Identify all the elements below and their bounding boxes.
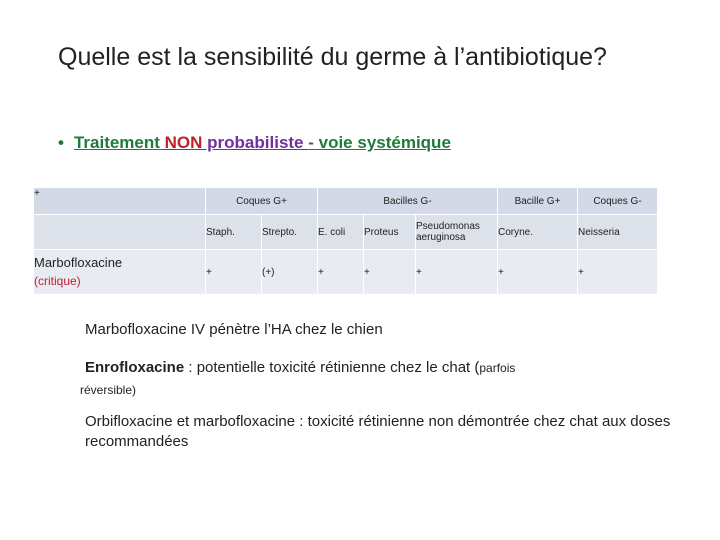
table-header-row xyxy=(34,188,658,215)
note-2-small-a: parfois xyxy=(479,361,516,375)
value-cell: (+) xyxy=(262,250,318,295)
group-header: Coques G- xyxy=(578,188,658,215)
note-2-continuation: réversible) xyxy=(80,383,137,397)
sensitivity-table xyxy=(33,187,658,295)
table-subheader-row xyxy=(34,215,658,250)
subheader-cell: Proteus xyxy=(364,215,416,250)
value-cell: + xyxy=(318,250,364,295)
note-2-bold: Enrofloxacine xyxy=(85,359,185,376)
bullet-line xyxy=(58,133,451,153)
group-header: Bacille G+ xyxy=(498,188,578,215)
bullet-text-1: Traitement xyxy=(73,133,165,152)
subheader-cell: Neisseria xyxy=(578,215,658,250)
group-header: Coques G+ xyxy=(206,188,318,215)
note-3: Orbifloxacine et marbofloxacine : toxicité rétinienne non démontrée chez chat aux doses recommandées xyxy=(85,413,671,450)
bullet-text-3: probabiliste xyxy=(202,133,309,152)
row-label-note: (critique) xyxy=(34,274,81,288)
value-cell: + xyxy=(206,250,262,295)
slide-title: Quelle est la sensibilité du germe à l’antibiotique? xyxy=(58,43,607,71)
value-cell: + xyxy=(498,250,578,295)
subheader-cell: E. coli xyxy=(318,215,364,250)
subheader-cell: Staph. xyxy=(206,215,262,250)
table-corner: + xyxy=(34,188,206,215)
subheader-cell: Pseudomonas aeruginosa xyxy=(416,215,498,250)
value-cell: + xyxy=(416,250,498,295)
bullet-dot-icon: • xyxy=(58,133,64,152)
note-1: Marbofloxacine IV pénètre l’HA chez le chien xyxy=(85,321,383,338)
row-label-cell xyxy=(34,250,206,295)
group-header: Bacilles G- xyxy=(318,188,498,215)
note-2-rest: : potentielle toxicité rétinienne chez le chat ( xyxy=(184,359,480,376)
subheader-cell: Strepto. xyxy=(262,215,318,250)
note-2 xyxy=(85,358,675,378)
value-cell: + xyxy=(364,250,416,295)
subheader-cell: Coryne. xyxy=(498,215,578,250)
table-row xyxy=(34,250,658,295)
bullet-text-4: - voie systémique xyxy=(308,133,451,152)
table-empty-cell xyxy=(34,215,206,250)
value-cell: + xyxy=(578,250,658,295)
row-label: Marbofloxacine xyxy=(34,255,123,270)
bullet-text-non: NON xyxy=(164,133,203,152)
